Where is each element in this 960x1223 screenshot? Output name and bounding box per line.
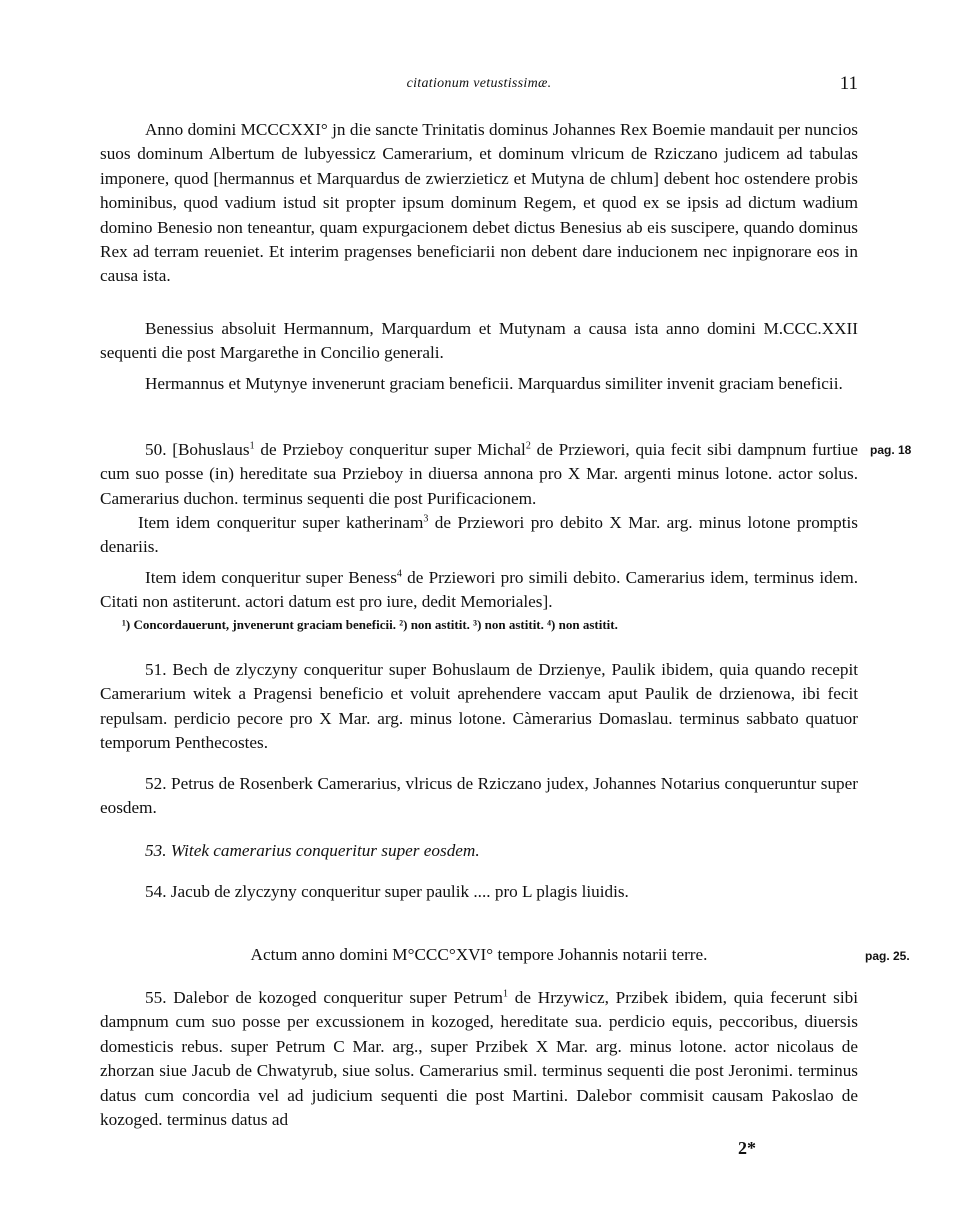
- paragraph-benessius: [100, 317, 858, 366]
- text-run: de Hrzywicz, Przibek ibidem, quia fecerunt sibi dampnum cum suo posse per excussionem in kozoged, hereditate sua. perdicio equis, peccoribus, diuersis domesticis rebus. super Petrum C Mar. arg., super Przibek X Mar. arg. minus lotone. actor nicolaus de zhorzan siue Jacub de Chwatyrub, siue solus. Camerarius smil. terminus sequenti die post Jeronimi. terminus datus cum concordia vel ad judicium sequenti die post Martini. Dalebor commisit causam Pakoslao de kozoged. terminus datus ad: [100, 988, 859, 1130]
- entry-54: [100, 880, 858, 904]
- text-run: Item idem conqueritur super Beness: [145, 568, 397, 587]
- paragraph-text: [100, 566, 858, 615]
- heading-text: Actum anno domini M°CCC°XVI° tempore Johannis notarii terre.: [250, 945, 708, 964]
- paragraph-text: 54. Jacub de zlyczyny conqueritur super paulik .... pro L plagis liuidis.: [145, 882, 629, 901]
- text-run: de Prziewori pro debito X Mar. arg. minus lotone promptis denariis.: [100, 513, 858, 557]
- paragraph-anno-1321: [100, 118, 858, 289]
- text-run: de Prziewori pro simili debito. Camerarius idem, terminus idem. Citati non astiterunt. actori datum est pro iure, dedit Memoriales].: [100, 568, 858, 612]
- text-run: Item idem conqueritur super katherinam: [138, 513, 424, 532]
- text-run: de Prziewori, quia fecit sibi dampnum furtiue cum suo posse (in) hereditate sua Przieboy in diuersa annona pro X Mar. argenti minus lotone. actor solus. Camerarius duchon. terminus sequenti die post Purificacionem.: [100, 440, 858, 508]
- entry-50-item-beness: [100, 566, 858, 615]
- page-number: 11: [839, 73, 858, 94]
- signature-mark: 2*: [738, 1138, 756, 1158]
- footnote-line: ¹) Concordauerunt, jnvenerunt graciam beneficii. ²) non astitit. ³) non astitit. ⁴) non astitit.: [122, 617, 618, 632]
- footnote-ref: 3: [423, 513, 429, 525]
- text-run: 55. Dalebor de kozoged conqueritur super Petrum: [145, 988, 504, 1007]
- entry-50: [100, 438, 858, 511]
- paragraph-text: Anno domini MCCCXXI° jn die sancte Trinitatis dominus Johannes Rex Boemie mandauit per nuncios suos dominum Albertum de lubyessicz Camerarium, et dominum vlricum de Rziczano judicem ad tabulas imponere, quod [hermannus et Marquardus de zwierzieticz et Mutyna de chlum] debent hoc ostendere probis hominibus, quod vadium istud sit propter ipsum dominum Regem, et quod ex se ipsis ad dictum wadium domino Benesio non teneantur, quam expurgacionem debet dictus Benesius ab eis suscipere, quando dominus Rex ad terram reueniet. Et interim pragenses beneficiarii non debent dare inducionem nec inpignorare eos in causa ista.: [100, 120, 858, 286]
- footnote-ref: 1: [249, 440, 255, 452]
- footnote-ref: 4: [396, 568, 402, 580]
- entry-50-item-katherina: [100, 511, 858, 560]
- footnote-ref: 1: [503, 988, 509, 1000]
- running-head: [100, 73, 858, 97]
- section-heading: [100, 943, 858, 967]
- margin-note-pag-25: pag. 25.: [865, 949, 910, 963]
- entry-53: [100, 839, 858, 863]
- paragraph-text: 51. Bech de zlyczyny conqueritur super Bohuslaum de Drzienye, Paulik ibidem, quia quando recepit Camerarium witek a Pragensi beneficio et voluit aprehendere vaccam aput Paulik de drzienowa, ibi fecit repulsam. perdicio pecore pro X Mar. arg. minus lotone. Càmerarius Domaslau. terminus sabbato quatuor temporum Penthecostes.: [100, 660, 858, 753]
- margin-note-pag-18: pag. 18: [870, 443, 912, 457]
- text-run: de Przieboy conqueritur super Michal: [254, 440, 526, 459]
- entry-50-text: [100, 438, 858, 511]
- paragraph-hermannus: [100, 372, 858, 396]
- running-title: citationum vetustissimæ.: [406, 76, 552, 91]
- entry-55: [100, 986, 858, 1132]
- footnotes: [100, 617, 858, 633]
- footnote-ref: 2: [525, 440, 531, 452]
- paragraph-text: 53. Witek camerarius conqueritur super eosdem.: [145, 841, 480, 860]
- paragraph-text: Benessius absoluit Hermannum, Marquardum et Mutynam a causa ista anno domini M.CCC.XXII sequenti die post Margarethe in Concilio generali.: [100, 319, 858, 363]
- paragraph-text: [100, 986, 858, 1132]
- entry-51: [100, 658, 858, 756]
- paragraph-text: [100, 511, 858, 560]
- text-run: 50. [Bohuslaus: [145, 440, 250, 459]
- paragraph-text: 52. Petrus de Rosenberk Camerarius, vlricus de Rziczano judex, Johannes Notarius conqueruntur super eosdem.: [100, 774, 858, 818]
- paragraph-text: Hermannus et Mutynye invenerunt graciam beneficii. Marquardus similiter invenit graciam beneficii.: [145, 374, 843, 393]
- entry-52: [100, 772, 858, 821]
